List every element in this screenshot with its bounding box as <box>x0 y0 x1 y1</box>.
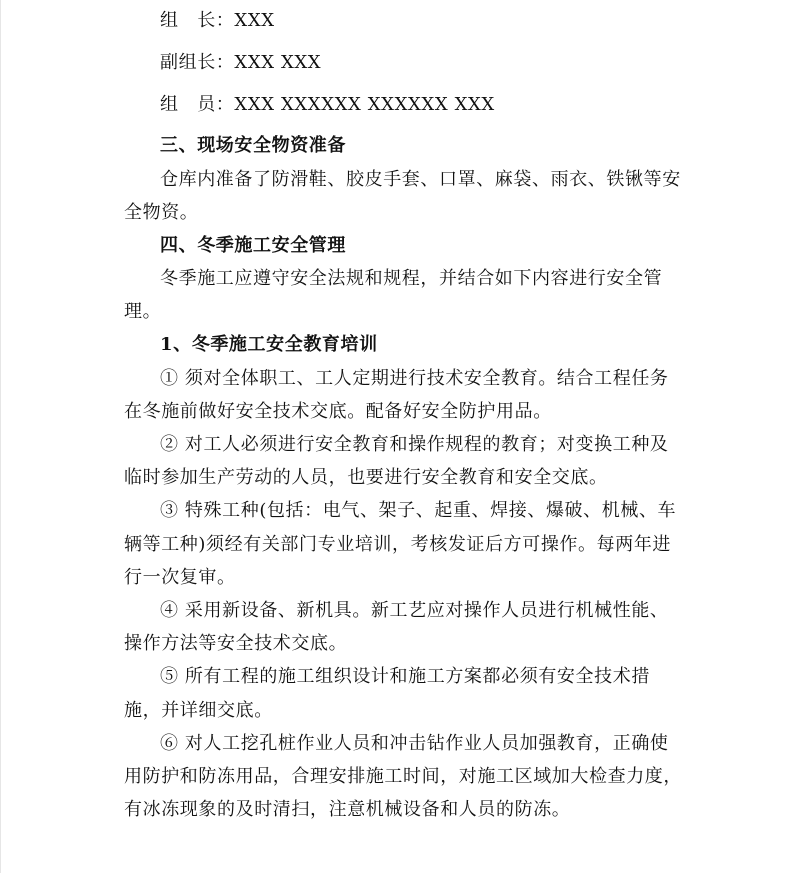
list-item-line: 临时参加生产劳动的人员，也要进行安全教育和安全交底。 <box>124 467 608 488</box>
list-item-line: 施，并详细交底。 <box>124 700 273 721</box>
paragraph-line: 冬季施工应遵守安全法规和规程，并结合如下内容进行安全管 <box>160 268 663 289</box>
paragraph-line: 仓库内准备了防滑鞋、胶皮手套、口罩、麻袋、雨衣、铁锹等安 <box>160 169 681 190</box>
list-item-line: 辆等工种)须经有关部门专业培训，考核发证后方可操作。每两年进 <box>124 534 672 555</box>
list-item-line: ③ 特殊工种(包括：电气、架子、起重、焊接、爆破、机械、车 <box>160 500 677 521</box>
list-item-line: ⑥ 对人工挖孔桩作业人员和冲击钻作业人员加强教育，正确使 <box>160 733 669 754</box>
paragraph-line: 理。 <box>124 301 162 322</box>
list-item-line: 用防护和防冻用品，合理安排施工时间，对施工区域加大检查力度， <box>124 766 682 787</box>
list-item-line: ④ 采用新设备、新机具。新工艺应对操作人员进行机械性能、 <box>160 600 669 621</box>
team-leader-line: 组 长：XXX <box>160 10 275 31</box>
section-heading-winter-safety: 四、冬季施工安全管理 <box>160 235 346 256</box>
team-members-line: 组 员：XXX XXXXXX XXXXXX XXX <box>160 94 495 115</box>
list-item-line: 在冬施前做好安全技术交底。配备好安全防护用品。 <box>124 401 552 422</box>
section-heading-safety-materials: 三、现场安全物资准备 <box>160 135 346 156</box>
paragraph-line: 全物资。 <box>124 202 199 223</box>
list-item-line: 行一次复审。 <box>124 567 236 588</box>
subsection-heading-training: 1、冬季施工安全教育培训 <box>160 334 378 355</box>
deputy-leader-line: 副组长：XXX XXX <box>160 52 322 73</box>
list-item-line: ⑤ 所有工程的施工组织设计和施工方案都必须有安全技术措 <box>160 666 650 687</box>
list-item-line: ① 须对全体职工、工人定期进行技术安全教育。结合工程任务 <box>160 368 669 389</box>
list-item-line: 操作方法等安全技术交底。 <box>124 633 348 654</box>
list-item-line: 有冰冻现象的及时清扫，注意机械设备和人员的防冻。 <box>124 799 571 820</box>
list-item-line: ② 对工人必须进行安全教育和操作规程的教育；对变换工种及 <box>160 434 669 455</box>
